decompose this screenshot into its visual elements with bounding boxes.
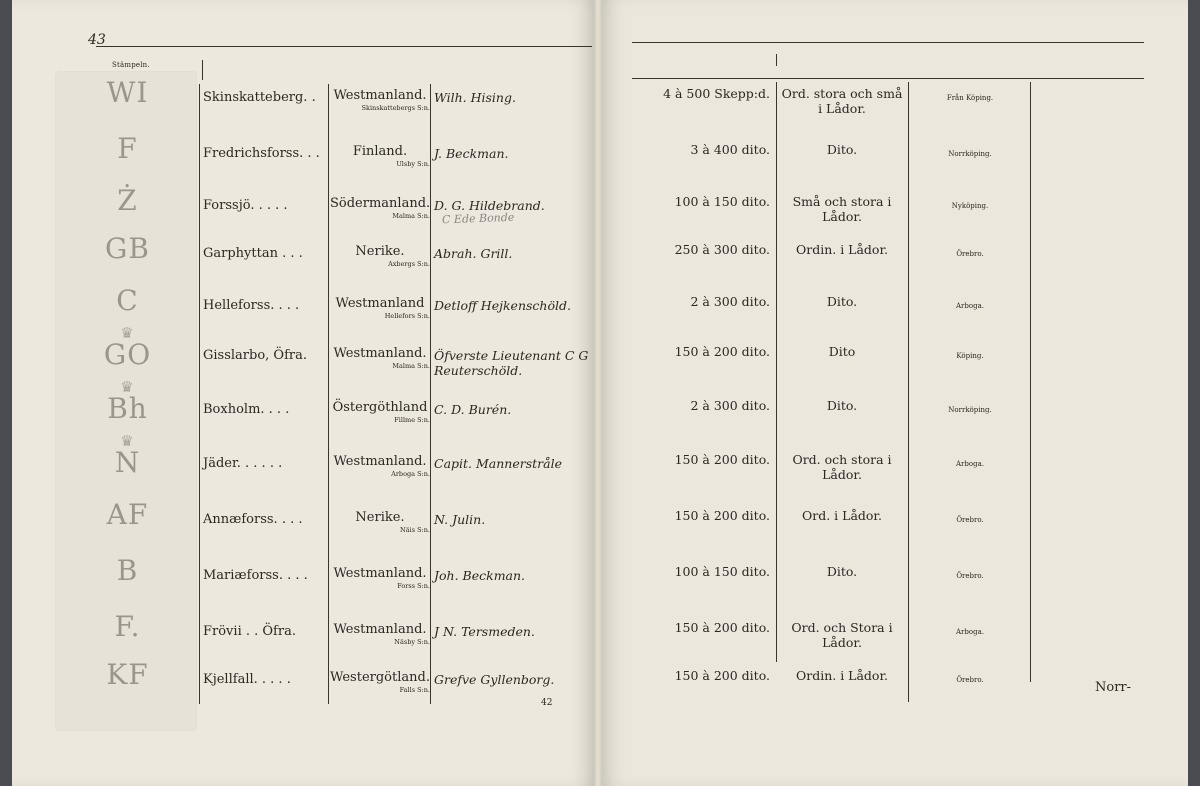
ledger-row (0, 658, 1200, 720)
destination (910, 352, 1030, 360)
quantity-text: 150 à 200 dito. (674, 668, 770, 683)
quantity (620, 242, 770, 257)
stamp-mark (60, 184, 195, 217)
pencil-annotation: C Ede Bonde (441, 210, 515, 227)
parish (330, 104, 430, 112)
parish-text: Malma S:n. (392, 362, 430, 370)
parish-text: Arboga S:n. (391, 470, 430, 478)
packing (778, 668, 906, 683)
stamp-mark (60, 132, 195, 165)
stamp-mark-text: Bh (107, 392, 148, 425)
works-name (203, 672, 291, 687)
parish-text: Fillme S:n. (394, 416, 430, 424)
stamp-mark-text: AF (106, 498, 149, 531)
parish (330, 470, 430, 478)
parish (330, 260, 430, 268)
province-text: Westmanland. (333, 88, 427, 103)
parish-text: Skinskattebergs S:n. (361, 104, 430, 112)
parish (330, 362, 430, 370)
owner-name-text: J. Beckman. (434, 146, 509, 161)
quantity (620, 142, 770, 157)
destination-text: Norrköping. (948, 406, 992, 414)
quantity-text: 3 à 400 dito. (690, 142, 770, 157)
destination-text: Arboga. (956, 460, 984, 468)
works-name (203, 624, 296, 639)
quantity (620, 668, 770, 683)
stamp-mark-text: GB (105, 232, 150, 265)
quantity (620, 194, 770, 209)
packing (778, 294, 906, 309)
destination-text: Norrköping. (948, 150, 992, 158)
stamp-mark (60, 434, 195, 478)
packing (778, 564, 906, 579)
packing (778, 242, 906, 257)
parish (330, 582, 430, 590)
parish-text: Näis S:n. (400, 526, 430, 534)
owner-name (434, 568, 600, 583)
owner-name-text: D. G. Hildebrand. (434, 198, 545, 213)
works-name (203, 246, 303, 261)
works-name-text: Forssjö. . . . . (203, 198, 288, 213)
province (330, 510, 430, 525)
stamp-mark (60, 76, 195, 109)
owner-name-text: C. D. Burén. (434, 402, 512, 417)
quantity (620, 294, 770, 309)
packing-text: Ord. och Stora i Lådor. (791, 620, 893, 650)
province (330, 144, 430, 159)
owner-name-text: Detloff Hejkenschöld. (434, 298, 571, 313)
owner-name (434, 402, 600, 417)
stamp-column-header: Stämpeln. (112, 61, 150, 69)
quantity (620, 508, 770, 523)
packing-text: Dito. (826, 564, 858, 579)
destination (910, 150, 1030, 158)
destination-text: Örebro. (956, 250, 984, 258)
owner-name (434, 90, 600, 105)
stamp-mark-text: F. (114, 610, 141, 643)
left-col-rule-1 (202, 60, 203, 80)
province-text: Finland. (352, 144, 408, 159)
quantity (620, 620, 770, 635)
quantity-text: 2 à 300 dito. (690, 294, 770, 309)
province (330, 622, 430, 637)
destination (910, 94, 1030, 102)
quantity-text: 150 à 200 dito. (674, 620, 770, 635)
province (330, 88, 430, 103)
works-name-text: Boxholm. . . . (203, 402, 290, 417)
stamp-mark (60, 554, 195, 587)
stamp-mark (60, 326, 195, 370)
ledger-row (0, 76, 1200, 138)
quantity-text: 100 à 150 dito. (674, 564, 770, 579)
packing-text: Ord. stora och små i Lådor. (781, 86, 903, 116)
packing-text: Ordin. i Lådor. (795, 668, 889, 683)
province (330, 454, 430, 469)
owner-name-text: Wilh. Hising. (434, 90, 516, 105)
destination (910, 202, 1030, 210)
works-name-text: Helleforss. . . . (203, 298, 300, 313)
stamp-mark (60, 284, 195, 317)
province-text: Nerike. (355, 244, 405, 259)
destination (910, 516, 1030, 524)
province (330, 346, 430, 361)
quantity (620, 86, 770, 101)
owner-name-text: N. Julin. (434, 512, 486, 527)
stamp-mark-text: F (117, 132, 138, 165)
right-col-rule-4 (776, 54, 777, 66)
owner-name-text: J N. Tersmeden. (434, 624, 535, 639)
province-text: Westmanland. (333, 454, 427, 469)
stamp-mark-text: GO (103, 338, 152, 371)
destination-text: Nyköping. (951, 202, 989, 210)
works-name-text: Jäder. . . . . . (203, 456, 283, 471)
quantity-text: 150 à 200 dito. (674, 344, 770, 359)
works-name (203, 512, 302, 527)
stamp-mark-text: WI (106, 76, 149, 109)
works-name-text: Garphyttan . . . (203, 246, 303, 261)
stamp-mark-text: C (116, 284, 139, 317)
quantity-text: 4 à 500 Skepp:d. (663, 86, 770, 101)
stamp-mark-text: B (116, 554, 139, 587)
owner-name-text: Joh. Beckman. (434, 568, 526, 583)
parish (330, 638, 430, 646)
destination (910, 406, 1030, 414)
packing-text: Dito. (826, 398, 858, 413)
destination-text: Köping. (956, 352, 984, 360)
parish (330, 686, 430, 694)
stamp-mark-text: N (114, 446, 141, 479)
quantity (620, 564, 770, 579)
destination (910, 676, 1030, 684)
parish (330, 212, 430, 220)
parish-text: Axbergs S:n. (388, 260, 430, 268)
works-name-text: Mariæforss. . . . (203, 568, 308, 583)
works-name-text: Gisslarbo, Öfra. (203, 348, 307, 363)
quantity-text: 100 à 150 dito. (674, 194, 770, 209)
signature-mark: 42 (541, 698, 553, 708)
quantity (620, 344, 770, 359)
owner-name (434, 146, 600, 161)
destination (910, 628, 1030, 636)
destination-text: Örebro. (956, 516, 984, 524)
province (330, 670, 430, 685)
quantity (620, 452, 770, 467)
page-number: 43 (88, 32, 106, 48)
parish (330, 416, 430, 424)
owner-name (434, 512, 600, 527)
province-text: Westmanland. (333, 346, 427, 361)
packing-text: Små och stora i Lådor. (792, 194, 892, 224)
owner-name (434, 298, 600, 313)
catchword: Norr- (1095, 680, 1132, 695)
quantity-text: 2 à 300 dito. (690, 398, 770, 413)
province-text: Westmanland (335, 296, 425, 311)
parish-text: Malma S:n. (392, 212, 430, 220)
owner-name-text: Capit. Mannerstråle (434, 456, 562, 471)
stamp-mark (60, 610, 195, 643)
owner-name (434, 456, 600, 471)
destination-text: Från Köping. (946, 94, 994, 102)
parish (330, 526, 430, 534)
works-name (203, 298, 299, 313)
works-name-text: Kjellfall. . . . . (203, 672, 291, 687)
stamp-mark-text: Ż (117, 184, 138, 217)
right-top-rule-2 (632, 78, 1144, 79)
parish (330, 160, 430, 168)
province-text: Westmanland. (333, 566, 427, 581)
crown-icon: ♛ (120, 324, 135, 342)
left-top-rule (96, 46, 592, 47)
quantity-text: 150 à 200 dito. (674, 508, 770, 523)
destination-text: Örebro. (956, 572, 984, 580)
packing (778, 452, 906, 482)
quantity-text: 150 à 200 dito. (674, 452, 770, 467)
packing-text: Ord. och stora i Lådor. (792, 452, 892, 482)
owner-name (434, 672, 600, 687)
province (330, 400, 430, 415)
destination-text: Arboga. (956, 302, 984, 310)
owner-name (434, 624, 600, 639)
works-name (203, 568, 308, 583)
owner-name (434, 198, 600, 213)
packing-text: Ordin. i Lådor. (795, 242, 889, 257)
parish (330, 312, 430, 320)
works-name (203, 90, 316, 105)
packing-text: Dito (828, 344, 856, 359)
destination-text: Arboga. (956, 628, 984, 636)
province-text: Westergötland. (330, 670, 430, 685)
works-name-text: Frövii . . Öfra. (203, 624, 296, 639)
ledger-row (0, 498, 1200, 560)
packing-text: Dito. (826, 294, 858, 309)
destination-text: Örebro. (956, 676, 984, 684)
packing (778, 398, 906, 413)
stamp-mark (60, 658, 195, 691)
owner-name-text: Öfverste Lieutenant C G Reuterschöld. (434, 348, 589, 378)
parish-text: Hellefors S:n. (384, 312, 430, 320)
ledger-row (0, 432, 1200, 504)
packing-text: Ord. i Lådor. (802, 508, 882, 523)
quantity (620, 398, 770, 413)
packing-text: Dito. (826, 142, 858, 157)
quantity-text: 250 à 300 dito. (674, 242, 770, 257)
works-name-text: Annæforss. . . . (203, 512, 303, 527)
parish-text: Ulsby S:n. (396, 160, 430, 168)
stamp-mark (60, 232, 195, 265)
owner-name (434, 246, 600, 261)
province (330, 244, 430, 259)
packing (778, 508, 906, 523)
ledger-row (0, 554, 1200, 616)
works-name (203, 146, 320, 161)
owner-name (434, 348, 600, 378)
crown-icon: ♛ (120, 378, 135, 396)
works-name (203, 348, 307, 363)
province (330, 296, 430, 311)
province-text: Östergöthland (332, 400, 428, 415)
works-name-text: Fredrichsforss. . . (203, 146, 320, 161)
province (330, 566, 430, 581)
stamp-mark-text: KF (106, 658, 149, 691)
destination (910, 460, 1030, 468)
right-top-rule-1 (632, 42, 1144, 43)
province-text: Westmanland. (333, 622, 427, 637)
works-name-text: Skinskatteberg. . (203, 90, 316, 105)
province-text: Nerike. (355, 510, 405, 525)
province (330, 196, 430, 211)
destination (910, 250, 1030, 258)
owner-name-text: Grefve Gyllenborg. (434, 672, 555, 687)
packing (778, 142, 906, 157)
works-name (203, 402, 289, 417)
province-text: Södermanland. (330, 196, 431, 211)
works-name (203, 456, 282, 471)
stamp-mark (60, 380, 195, 424)
parish-text: Näsby S:n. (394, 638, 430, 646)
owner-name-text: Abrah. Grill. (434, 246, 513, 261)
parish-text: Forss S:n. (397, 582, 430, 590)
packing (778, 86, 906, 116)
destination (910, 572, 1030, 580)
works-name (203, 198, 288, 213)
stamp-mark (60, 498, 195, 531)
crown-icon: ♛ (120, 432, 135, 450)
destination (910, 302, 1030, 310)
parish-text: Falls S:n. (399, 686, 430, 694)
packing (778, 344, 906, 359)
packing (778, 194, 906, 224)
packing (778, 620, 906, 650)
